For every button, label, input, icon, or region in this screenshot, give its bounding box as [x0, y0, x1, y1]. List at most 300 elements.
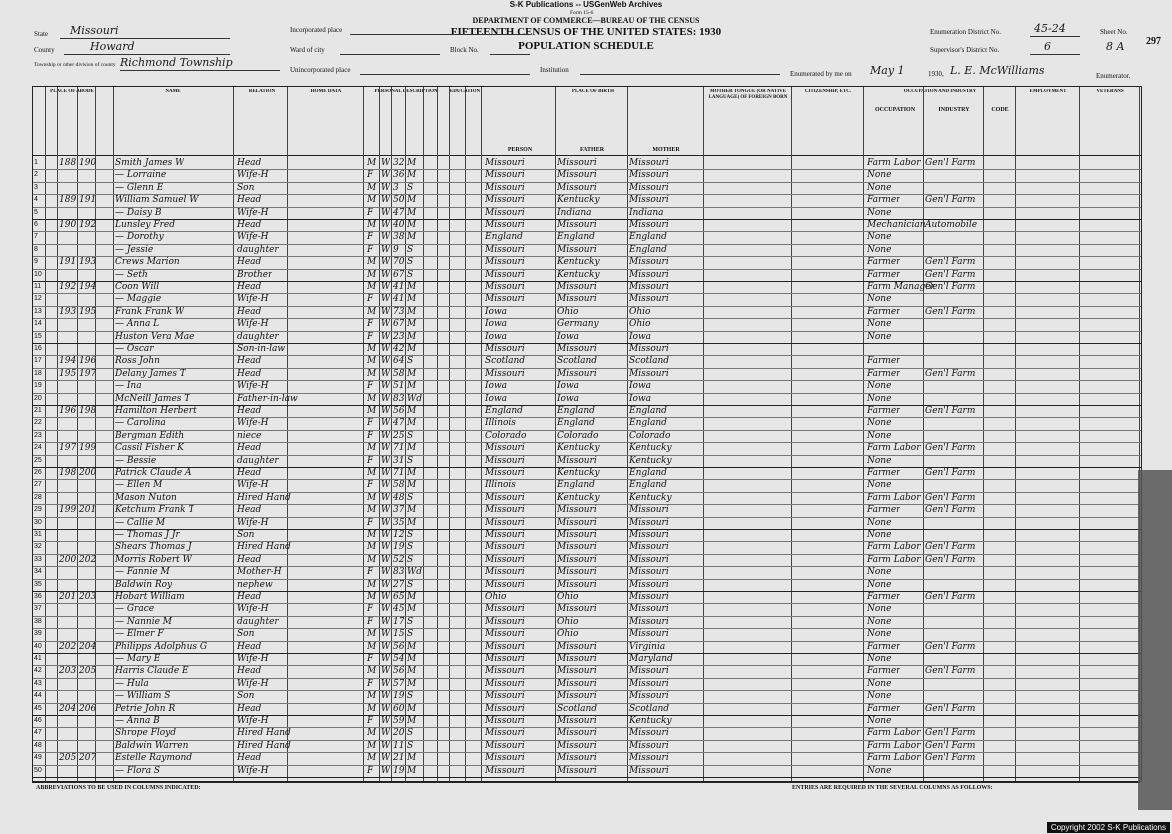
row-rule	[33, 331, 1141, 332]
marital-status: M	[407, 282, 417, 292]
marital-status: Wd	[407, 393, 423, 404]
page-stamp: 297	[1146, 36, 1161, 47]
birthplace-father: Missouri	[557, 765, 597, 776]
age: 32	[393, 158, 405, 168]
age: 41	[393, 294, 405, 305]
birthplace-father: Missouri	[557, 455, 597, 466]
age: 41	[393, 282, 405, 292]
dwelling-no: 202	[59, 641, 77, 652]
birthplace-mother: Indiana	[629, 207, 664, 218]
age: 57	[393, 678, 405, 689]
relation: daughter	[237, 616, 279, 627]
township-value: Richmond Township	[120, 56, 233, 69]
birthplace-person: Missouri	[485, 765, 525, 776]
enumerator-name: L. E. McWilliams	[950, 64, 1045, 77]
group-name: NAME	[165, 89, 181, 94]
occupation: None	[867, 244, 892, 255]
family-no: 194	[79, 282, 97, 292]
person-name: Petrie John R	[115, 703, 176, 714]
relation: Son	[237, 691, 255, 702]
subhdr-industry: INDUSTRY	[938, 107, 970, 113]
person-name: — Elmer F	[115, 629, 164, 640]
person-name: Shrope Floyd	[115, 728, 177, 739]
dwelling-no: 201	[59, 592, 77, 602]
row-rule	[33, 393, 1141, 394]
birthplace-father: Iowa	[557, 393, 580, 404]
relation: Head	[237, 306, 262, 317]
family-no: 203	[79, 592, 97, 602]
relation: Wife-H	[237, 381, 269, 392]
age: 51	[393, 381, 405, 392]
relation: Wife-H	[237, 207, 269, 218]
relation: daughter	[237, 331, 279, 342]
sex: F	[367, 319, 374, 330]
dwelling-no: 200	[59, 554, 77, 565]
birthplace-mother: England	[629, 468, 667, 478]
birthplace-father: Missouri	[557, 716, 597, 726]
family-no: 193	[79, 257, 97, 268]
birthplace-father: Kentucky	[557, 468, 600, 478]
race: W	[381, 220, 391, 230]
relation: Head	[237, 158, 262, 168]
birthplace-mother: Ohio	[629, 319, 651, 330]
marital-status: S	[407, 740, 414, 751]
race: W	[381, 170, 391, 181]
unincorporated-label: Unincorporated place	[290, 66, 351, 74]
age: 37	[393, 505, 405, 516]
age: 83	[393, 393, 405, 404]
age: 58	[393, 368, 405, 379]
sex: F	[367, 244, 374, 255]
family-no: 198	[79, 406, 97, 416]
birthplace-mother: Missouri	[629, 195, 669, 206]
relation: daughter	[237, 244, 279, 255]
birthplace-person: Missouri	[485, 257, 525, 268]
family-no: 205	[79, 666, 97, 677]
marital-status: M	[407, 480, 417, 491]
marital-status: M	[407, 505, 417, 516]
subhdr-person: PERSON	[507, 147, 533, 153]
line-number: 25	[34, 456, 42, 464]
birthplace-mother: Missouri	[629, 753, 669, 764]
dwelling-no: 188	[59, 158, 77, 168]
marital-status: S	[407, 430, 414, 441]
industry: Gen'l Farm	[925, 468, 976, 478]
birthplace-person: Missouri	[485, 567, 525, 578]
birthplace-father: England	[557, 406, 595, 416]
person-name: — Mary E	[115, 654, 161, 664]
birthplace-father: Missouri	[557, 220, 597, 230]
subhdr-mother: MOTHER	[652, 147, 680, 153]
birthplace-father: England	[557, 418, 595, 429]
marital-status: S	[407, 257, 414, 268]
marital-status: M	[407, 678, 417, 689]
birthplace-mother: Kentucky	[629, 492, 672, 503]
person-name: Estelle Raymond	[115, 753, 193, 764]
birthplace-person: Missouri	[485, 158, 525, 168]
dwelling-no: 204	[59, 703, 77, 714]
birthplace-person: Missouri	[485, 517, 525, 528]
marital-status: M	[407, 232, 417, 243]
age: 3	[393, 182, 399, 193]
occupation: None	[867, 430, 892, 441]
age: 27	[393, 579, 405, 590]
sex: F	[367, 480, 374, 491]
birthplace-person: Missouri	[485, 716, 525, 726]
family-no: 201	[79, 505, 97, 516]
birthplace-father: Ohio	[557, 629, 579, 640]
person-name: Hamilton Herbert	[115, 406, 197, 416]
birthplace-father: Missouri	[557, 282, 597, 292]
person-name: — Glenn E	[115, 182, 164, 193]
birthplace-person: Illinois	[485, 480, 516, 491]
person-name: — Hula	[115, 678, 149, 689]
row-rule	[33, 380, 1141, 381]
birthplace-father: Missouri	[557, 753, 597, 764]
birthplace-father: Scotland	[557, 356, 598, 367]
page-edge-shadow	[1138, 470, 1172, 810]
industry: Gen'l Farm	[925, 505, 976, 516]
sex: F	[367, 232, 374, 243]
dwelling-no: 192	[59, 282, 77, 292]
line-number: 20	[34, 394, 42, 402]
industry: Gen'l Farm	[925, 368, 976, 379]
birthplace-father: Missouri	[557, 654, 597, 664]
age: 58	[393, 480, 405, 491]
line-number: 18	[34, 369, 42, 377]
relation: Wife-H	[237, 319, 269, 330]
sex: M	[367, 182, 377, 193]
industry: Gen'l Farm	[925, 666, 976, 677]
relation: Head	[237, 666, 262, 677]
birthplace-father: Missouri	[557, 740, 597, 751]
birthplace-mother: Missouri	[629, 765, 669, 776]
relation: Head	[237, 554, 262, 565]
person-name: — Thomas J Jr	[115, 530, 180, 540]
relation: Wife-H	[237, 678, 269, 689]
industry: Gen'l Farm	[925, 740, 976, 751]
birthplace-person: Ohio	[485, 592, 507, 602]
line-number: 31	[34, 531, 42, 538]
line-number: 28	[34, 493, 42, 501]
group-home-data: HOME DATA	[310, 89, 342, 94]
line-number: 43	[34, 679, 42, 687]
marital-status: M	[407, 666, 417, 677]
relation: Head	[237, 443, 262, 454]
age: 12	[393, 530, 405, 540]
relation: Hired Hand	[237, 728, 291, 739]
marital-status: M	[407, 195, 417, 206]
race: W	[381, 616, 391, 627]
dwelling-no: 190	[59, 220, 77, 230]
dwelling-no: 194	[59, 356, 77, 367]
race: W	[381, 753, 391, 764]
birthplace-father: Missouri	[557, 517, 597, 528]
marital-status: M	[407, 381, 417, 392]
person-name: — Anna L	[115, 319, 160, 330]
sex: M	[367, 393, 377, 404]
birthplace-father: Missouri	[557, 641, 597, 652]
line-number: 17	[34, 357, 42, 365]
line-number: 10	[34, 270, 42, 278]
person-name: — Seth	[115, 269, 148, 280]
birthplace-person: Missouri	[485, 579, 525, 590]
race: W	[381, 517, 391, 528]
marital-status: S	[407, 356, 414, 367]
relation: Father-in-law	[237, 393, 298, 404]
race: W	[381, 368, 391, 379]
birthplace-person: Missouri	[485, 542, 525, 553]
line-number: 19	[34, 382, 42, 390]
occupation: None	[867, 629, 892, 640]
race: W	[381, 158, 391, 168]
birthplace-father: Missouri	[557, 666, 597, 677]
occupation: None	[867, 567, 892, 578]
line-number: 46	[34, 717, 42, 724]
occupation: Farm Labor	[867, 443, 921, 454]
birthplace-person: Missouri	[485, 182, 525, 193]
birthplace-mother: Missouri	[629, 368, 669, 379]
birthplace-mother: Kentucky	[629, 455, 672, 466]
sheet-label: Sheet No.	[1100, 28, 1128, 36]
family-no: 200	[79, 468, 97, 478]
person-name: — Bessie	[115, 455, 157, 466]
relation: Head	[237, 592, 262, 602]
occupation: None	[867, 616, 892, 627]
birthplace-mother: Missouri	[629, 554, 669, 565]
birthplace-person: Missouri	[485, 740, 525, 751]
schedule-title: POPULATION SCHEDULE	[518, 40, 654, 52]
occupation: None	[867, 418, 892, 429]
sex: F	[367, 517, 374, 528]
industry: Gen'l Farm	[925, 306, 976, 317]
sex: F	[367, 567, 374, 578]
birthplace-mother: Kentucky	[629, 716, 672, 726]
person-name: Morris Robert W	[115, 554, 192, 565]
sex: M	[367, 542, 377, 553]
birthplace-father: Missouri	[557, 170, 597, 181]
birthplace-mother: Missouri	[629, 269, 669, 280]
race: W	[381, 530, 391, 540]
relation: Son	[237, 182, 255, 193]
line-number: 39	[34, 630, 42, 638]
line-number: 1	[34, 159, 38, 166]
line-number: 26	[34, 469, 42, 476]
relation: Head	[237, 753, 262, 764]
age: 73	[393, 306, 405, 317]
person-name: Baldwin Warren	[115, 740, 189, 751]
block-label: Block No.	[450, 46, 479, 54]
age: 40	[393, 220, 405, 230]
race: W	[381, 331, 391, 342]
relation: Wife-H	[237, 418, 269, 429]
birthplace-mother: Ohio	[629, 306, 651, 317]
industry: Gen'l Farm	[925, 269, 976, 280]
age: 21	[393, 753, 405, 764]
sex: M	[367, 492, 377, 503]
marital-status: Wd	[407, 567, 423, 578]
dwelling-no: 205	[59, 753, 77, 764]
family-no: 190	[79, 158, 97, 168]
relation: Head	[237, 356, 262, 367]
race: W	[381, 294, 391, 305]
race: W	[381, 765, 391, 776]
line-number: 42	[34, 667, 42, 675]
birthplace-father: Missouri	[557, 728, 597, 739]
marital-status: M	[407, 468, 417, 478]
relation: Son	[237, 629, 255, 640]
marital-status: S	[407, 554, 414, 565]
enum-district-value: 45-24	[1034, 22, 1066, 35]
birthplace-person: Missouri	[485, 468, 525, 478]
marital-status: M	[407, 418, 417, 429]
sheet-value: 8 A	[1106, 40, 1125, 53]
birthplace-person: Iowa	[485, 331, 508, 342]
occupation: None	[867, 579, 892, 590]
line-number: 50	[34, 766, 42, 774]
birthplace-person: Missouri	[485, 616, 525, 627]
marital-status: S	[407, 616, 414, 627]
age: 83	[393, 567, 405, 578]
race: W	[381, 567, 391, 578]
line-number: 3	[34, 183, 38, 191]
year-suffix: 1930,	[928, 70, 944, 78]
occupation: None	[867, 331, 892, 342]
sex: M	[367, 220, 377, 230]
age: 64	[393, 356, 405, 367]
birthplace-person: England	[485, 406, 523, 416]
person-name: — Ellen M	[115, 480, 163, 491]
sex: M	[367, 740, 377, 751]
age: 15	[393, 629, 405, 640]
age: 35	[393, 517, 405, 528]
occupation: Farmer	[867, 257, 901, 268]
birthplace-father: Ohio	[557, 616, 579, 627]
birthplace-person: Missouri	[485, 505, 525, 516]
line-number: 33	[34, 555, 42, 563]
occupation: Farmer	[867, 406, 901, 416]
industry: Gen'l Farm	[925, 753, 976, 764]
occupation: None	[867, 517, 892, 528]
row-rule	[33, 628, 1141, 629]
age: 31	[393, 455, 405, 466]
occupation: None	[867, 455, 892, 466]
occupation: Farm Labor	[867, 158, 921, 168]
age: 19	[393, 765, 405, 776]
race: W	[381, 691, 391, 702]
relation: Hired Hand	[237, 542, 291, 553]
race: W	[381, 306, 391, 317]
relation: Head	[237, 257, 262, 268]
line-number: 14	[34, 320, 42, 328]
line-number: 27	[34, 481, 42, 489]
row-rule	[33, 777, 1141, 778]
birthplace-father: Kentucky	[557, 492, 600, 503]
birthplace-person: Missouri	[485, 654, 525, 664]
sex: M	[367, 753, 377, 764]
race: W	[381, 356, 391, 367]
birthplace-person: Missouri	[485, 269, 525, 280]
sex: M	[367, 703, 377, 714]
sex: M	[367, 691, 377, 702]
birthplace-father: Missouri	[557, 554, 597, 565]
birthplace-person: Missouri	[485, 703, 525, 714]
industry: Gen'l Farm	[925, 641, 976, 652]
occupation: None	[867, 604, 892, 615]
line-number: 5	[34, 208, 38, 216]
birthplace-father: Iowa	[557, 331, 580, 342]
marital-status: S	[407, 691, 414, 702]
sex: M	[367, 158, 377, 168]
marital-status: M	[407, 319, 417, 330]
birthplace-person: Missouri	[485, 344, 525, 354]
birthplace-person: Missouri	[485, 368, 525, 379]
relation: Head	[237, 468, 262, 478]
person-name: Mason Nuton	[115, 492, 177, 503]
race: W	[381, 282, 391, 292]
sex: F	[367, 654, 374, 664]
line-number: 4	[34, 196, 38, 204]
industry: Gen'l Farm	[925, 492, 976, 503]
marital-status: M	[407, 294, 417, 305]
group-occupation: OCCUPATION AND INDUSTRY	[903, 89, 977, 94]
age: 19	[393, 542, 405, 553]
birthplace-mother: Missouri	[629, 542, 669, 553]
birthplace-mother: Missouri	[629, 158, 669, 168]
occupation: None	[867, 381, 892, 392]
birthplace-mother: England	[629, 232, 667, 243]
sex: F	[367, 430, 374, 441]
birthplace-person: Missouri	[485, 678, 525, 689]
relation: Wife-H	[237, 480, 269, 491]
person-name: Bergman Edith	[115, 430, 185, 441]
industry: Gen'l Farm	[925, 282, 976, 292]
person-name: Harris Claude E	[115, 666, 189, 677]
dwelling-no: 195	[59, 368, 77, 379]
line-number: 23	[34, 431, 42, 439]
birthplace-person: Iowa	[485, 306, 508, 317]
sex: M	[367, 356, 377, 367]
birthplace-father: Kentucky	[557, 443, 600, 454]
person-name: — Maggie	[115, 294, 162, 305]
age: 67	[393, 319, 405, 330]
birthplace-mother: Virginia	[629, 641, 666, 652]
line-number: 7	[34, 233, 38, 241]
age: 23	[393, 331, 405, 342]
relation: Wife-H	[237, 294, 269, 305]
family-no: 195	[79, 306, 97, 317]
relation: Head	[237, 406, 262, 416]
occupation: None	[867, 319, 892, 330]
marital-status: M	[407, 765, 417, 776]
person-name: — Oscar	[115, 344, 154, 354]
birthplace-father: Missouri	[557, 691, 597, 702]
birthplace-mother: Maryland	[629, 654, 673, 664]
birthplace-person: Colorado	[485, 430, 527, 441]
line-number: 36	[34, 593, 42, 600]
race: W	[381, 641, 391, 652]
group-employment: EMPLOYMENT	[1029, 89, 1067, 94]
relation: Mother-H	[237, 567, 282, 578]
line-number: 6	[34, 221, 38, 228]
subhdr-code: CODE	[991, 107, 1009, 113]
person-name: Philipps Adolphus G	[115, 641, 208, 652]
birthplace-person: Missouri	[485, 294, 525, 305]
line-number: 34	[34, 568, 42, 576]
age: 45	[393, 604, 405, 615]
dwelling-no: 198	[59, 468, 77, 478]
race: W	[381, 319, 391, 330]
